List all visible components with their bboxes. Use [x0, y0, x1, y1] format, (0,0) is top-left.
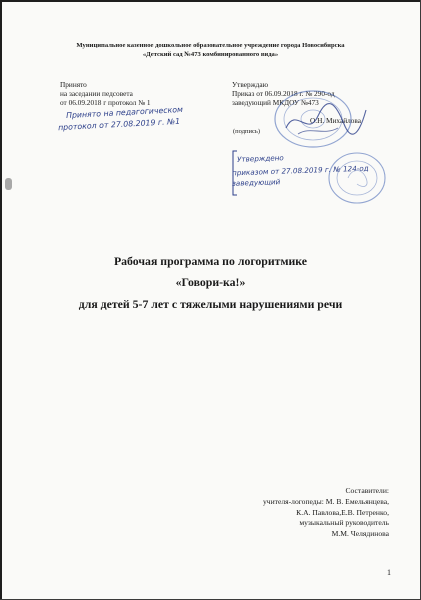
institution-header [20, 41, 401, 59]
approved-order: Приказ от 06.09.2018 г. № 290-од [232, 89, 335, 99]
approved-head: заведующий МКДОУ №473 [232, 98, 319, 108]
second-round-stamp [326, 150, 388, 206]
signature-scribble [280, 98, 370, 142]
page-number: 1 [387, 568, 391, 577]
institution-name: Муниципальное казенное дошкольное образовательное учреждение города Новосибирска [76, 42, 345, 49]
handwritten-note-left-2: протокол от 27.08.2019 г. №1 [57, 116, 181, 133]
program-audience: для детей 5-7 лет с тяжелыми нарушениями речи [78, 297, 343, 311]
authors-speech-therapists-cont: К.А. Павлова,Е.В. Петренко, [296, 507, 389, 517]
authors-music-role: музыкальный руководитель [299, 518, 389, 528]
accepted-label: Принято [60, 80, 87, 89]
handwritten-note-left-1: Принято на педагогическом [65, 104, 184, 121]
binder-hole-mark [5, 178, 12, 190]
program-name: «Говори-ка!» [175, 275, 246, 289]
accepted-protocol: от 06.09.2018 г протокол № 1 [60, 98, 151, 108]
signature-label: (подпись) [233, 128, 260, 135]
accepted-council: на заседании педсовета [60, 89, 133, 99]
director-name: О.Н. Михайлова [310, 116, 361, 125]
kindergarten-name: «Детский сад №473 комбинированного вида» [142, 51, 279, 58]
accepted-block [60, 80, 151, 108]
handwritten-note-right-3: заведующий [231, 177, 281, 188]
program-title: Рабочая программа по логоритмике [113, 254, 308, 268]
frame-top-border [0, 0, 421, 2]
authors-block [263, 486, 389, 540]
handwritten-note-right-1: Утверждено [236, 153, 284, 164]
authors-speech-therapists: учителя-логопеды: М. В. Емельянцева, [262, 496, 389, 506]
handwritten-note-right-2: приказом от 27.08.2019 г. № 124-од [231, 163, 369, 178]
authors-music-director: М.М. Челядинова [331, 529, 389, 539]
approved-label: Утверждаю [232, 80, 269, 89]
authors-label: Составители: [345, 486, 389, 495]
